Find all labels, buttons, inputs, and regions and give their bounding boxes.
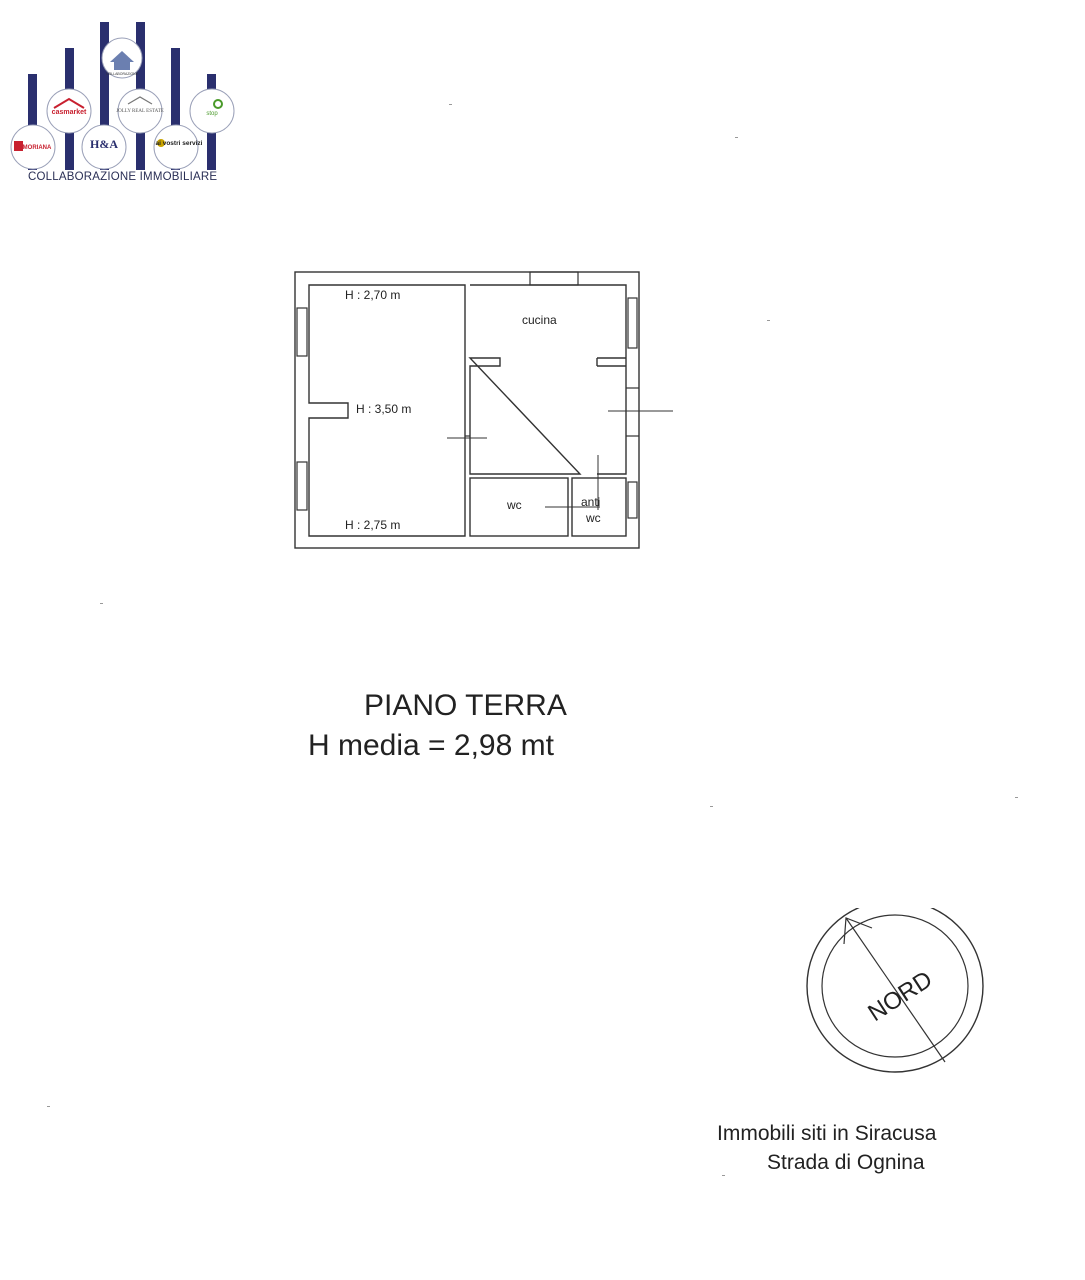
- badge-text: COLLABORAZIONE: [105, 72, 139, 76]
- scan-speck: [767, 320, 770, 321]
- scan-speck: [100, 603, 103, 604]
- kitchen-label: cucina: [522, 313, 557, 327]
- window-top: [530, 272, 578, 285]
- badge-text: JOLLY REAL ESTATE: [116, 109, 164, 114]
- badge-text: H&A: [90, 137, 118, 151]
- floor-title: PIANO TERRA: [364, 689, 567, 722]
- scan-speck: [449, 104, 452, 105]
- badge-text: ai vostri servizi: [155, 140, 203, 147]
- scan-speck: [710, 806, 713, 807]
- north-compass-icon: [800, 908, 990, 1088]
- wc-label: wc: [507, 498, 522, 512]
- left-room-height-bottom: H : 2,75 m: [345, 518, 401, 532]
- badge-text: MORIANA: [22, 145, 52, 151]
- scan-speck: [735, 137, 738, 138]
- scan-speck: [1015, 797, 1018, 798]
- window-right-upper: [628, 298, 637, 348]
- left-room-height-mid: H : 3,50 m: [356, 402, 412, 416]
- scan-speck: [47, 1106, 50, 1107]
- address-line-2: Strada di Ognina: [767, 1151, 925, 1174]
- floor-average-height: H media = 2,98 mt: [308, 729, 554, 762]
- address-line-1: Immobili siti in Siracusa: [717, 1122, 937, 1145]
- window-left-upper: [297, 308, 307, 356]
- anti-wc-label: wc: [586, 511, 601, 525]
- anti-label: anti: [581, 495, 601, 509]
- logo-caption: COLLABORAZIONE IMMOBILIARE: [28, 171, 218, 183]
- compass-label: NORD: [863, 965, 938, 1027]
- badge-text: casmarket: [51, 109, 87, 116]
- badge-text: stop: [206, 111, 218, 117]
- window-left-lower: [297, 462, 307, 510]
- left-room-height-top: H : 2,70 m: [345, 288, 401, 302]
- window-right-lower: [628, 482, 637, 518]
- scan-speck: [722, 1175, 725, 1176]
